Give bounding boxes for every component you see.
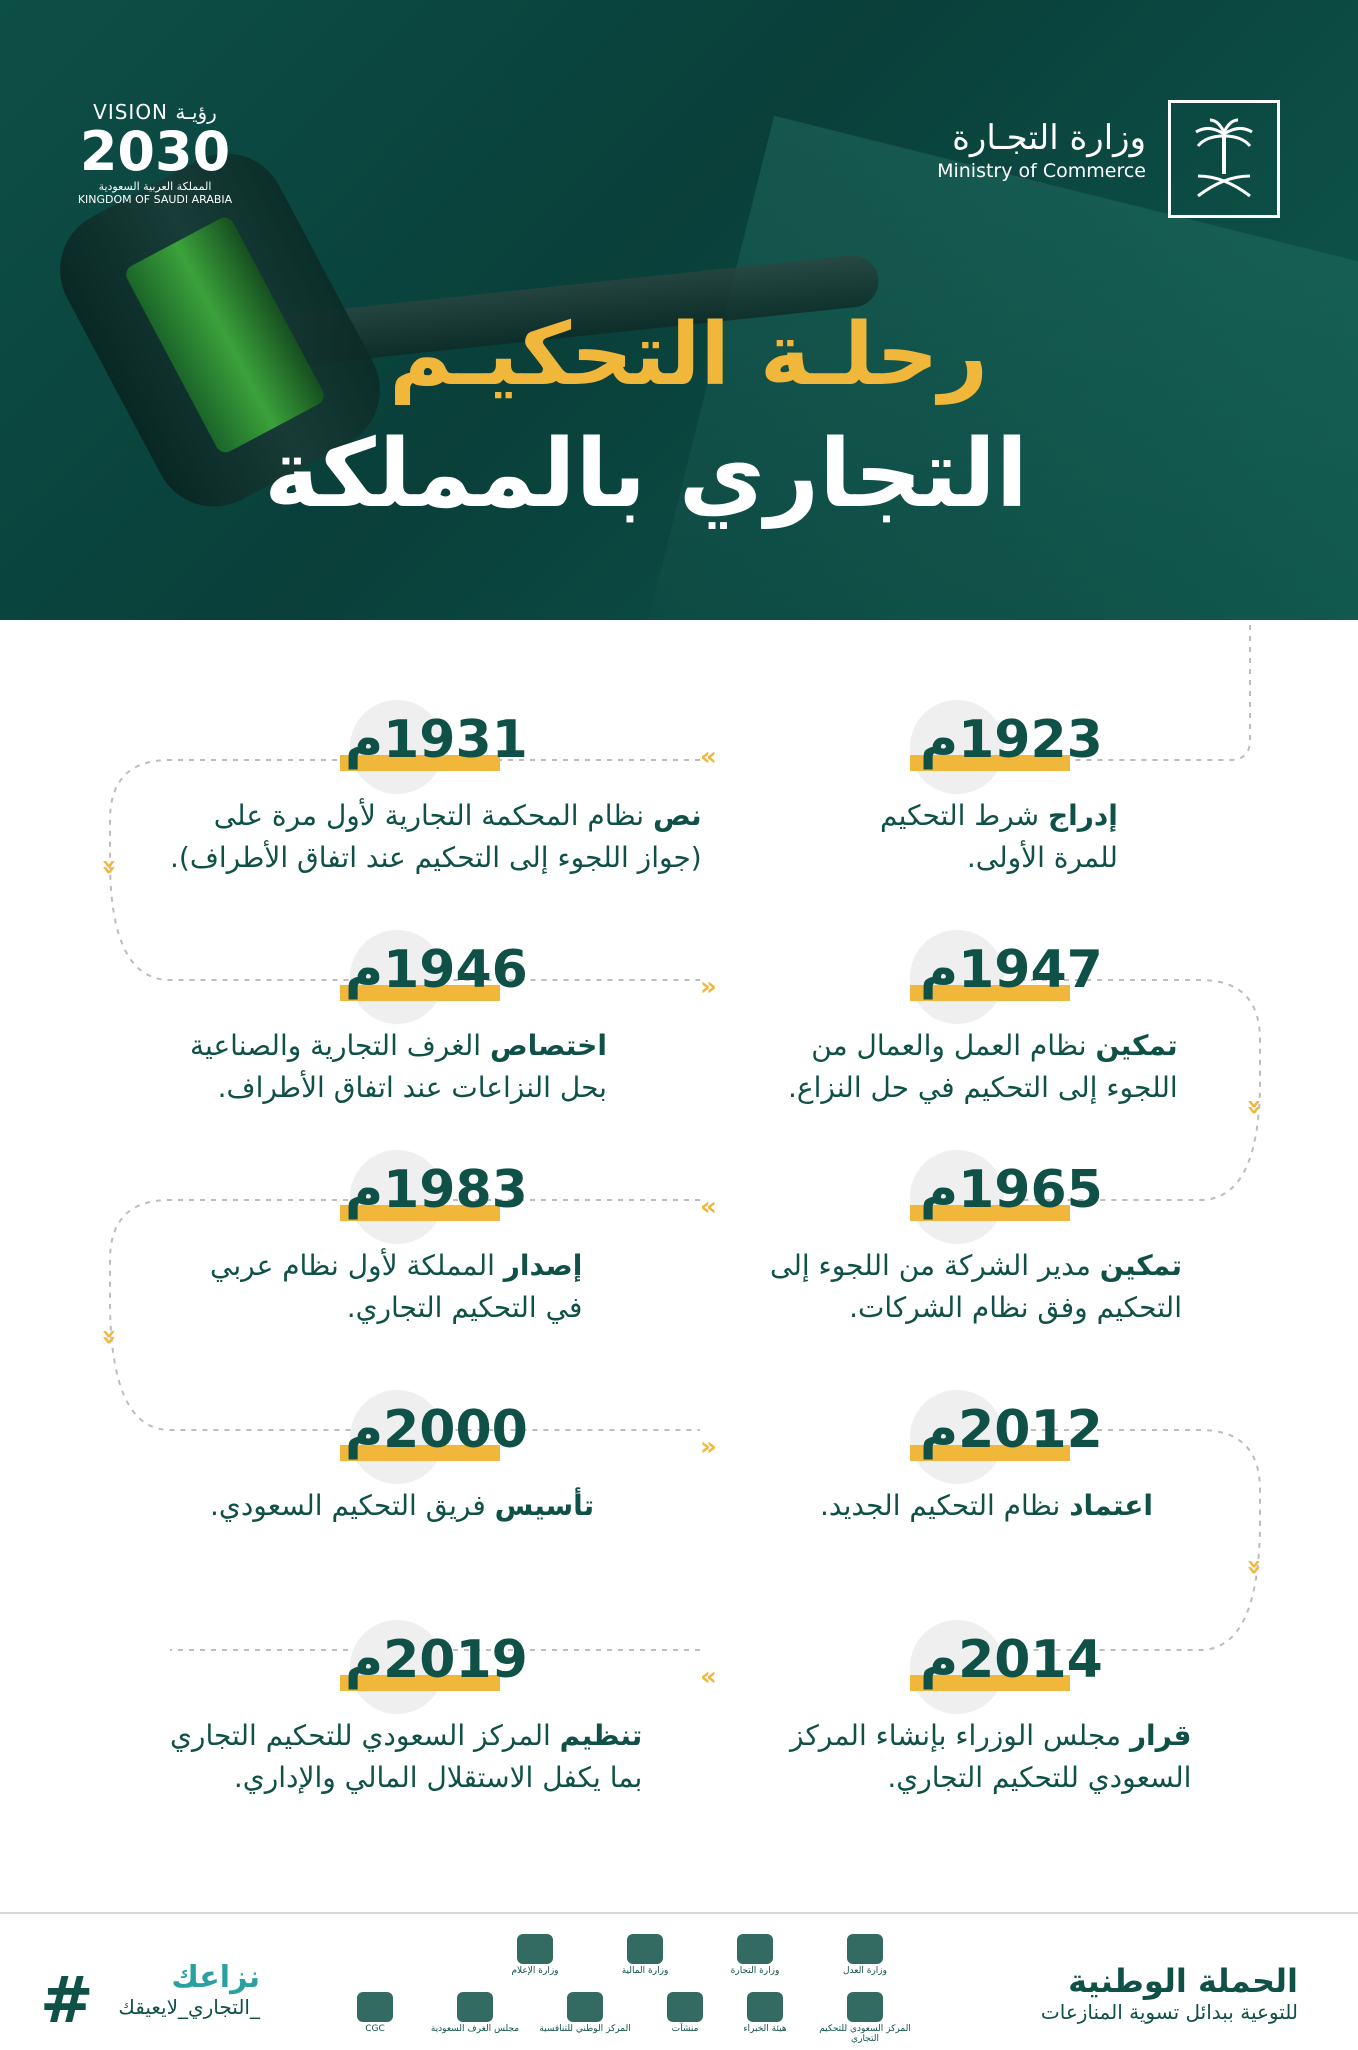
partner-logo: المركز الوطني للتنافسية — [530, 1992, 640, 2034]
campaign-block — [1041, 1962, 1298, 2024]
hashtag-block — [40, 1960, 260, 2038]
campaign-subtitle: للتوعية ببدائل تسوية المنازعات — [1040, 2000, 1298, 2024]
chevron-down-icon: « — [1238, 1558, 1269, 1576]
chevron-left-icon: « — [700, 742, 717, 772]
partner-logo: وزارة الإعلام — [480, 1934, 590, 1976]
vision-english-text: KINGDOM OF SAUDI ARABIA — [77, 193, 233, 206]
hashtag-line-2: _التجاري_لايعيقك — [118, 1995, 260, 2019]
footer — [0, 1912, 1358, 2050]
partner-logo: منشآت — [630, 1992, 740, 2034]
header-banner — [0, 0, 1358, 620]
chevron-left-icon: « — [700, 1662, 717, 1692]
ministry-arabic: وزارة التجـارة — [952, 118, 1146, 158]
saudi-emblem-icon — [1168, 100, 1280, 218]
chevron-right-icon: » — [700, 1432, 717, 1462]
partner-logo: وزارة التجارة — [700, 1934, 810, 1976]
vision-arabic-text: المملكة العربية السعودية — [98, 180, 212, 193]
chevron-down-icon: « — [93, 858, 124, 876]
title-line-1: رحلـة التحكيـم — [389, 305, 988, 405]
partner-logo: وزارة العدل — [810, 1934, 920, 1976]
vision-2030-logo — [70, 100, 240, 206]
chevron-left-icon: « — [700, 1192, 717, 1222]
chevron-right-icon: » — [700, 972, 717, 1002]
ministry-name — [937, 118, 1146, 182]
chevron-down-icon: « — [93, 1328, 124, 1346]
partner-logo: وزارة المالية — [590, 1934, 700, 1976]
chevron-down-icon: « — [1238, 1098, 1269, 1116]
partner-logo: هيئة الخبراء — [710, 1992, 820, 2034]
hash-icon: # — [40, 1964, 94, 2038]
partner-logo: مجلس الغرف السعودية — [420, 1992, 530, 2034]
title-line-2: التجاري بالمملكة — [264, 420, 1028, 529]
partner-logo: CGC — [320, 1992, 430, 2034]
campaign-title: الحملة الوطنية — [1068, 1962, 1298, 2000]
hashtag-line-1: نزاعك — [171, 1960, 260, 1995]
partner-logo: المركز السعودي للتحكيم التجاري — [810, 1992, 920, 2044]
vision-number: 2030 — [79, 120, 231, 183]
ministry-english: Ministry of Commerce — [937, 160, 1146, 182]
vision-top-text: VISION رؤيـة — [93, 100, 217, 124]
partner-logos — [365, 1934, 920, 2044]
